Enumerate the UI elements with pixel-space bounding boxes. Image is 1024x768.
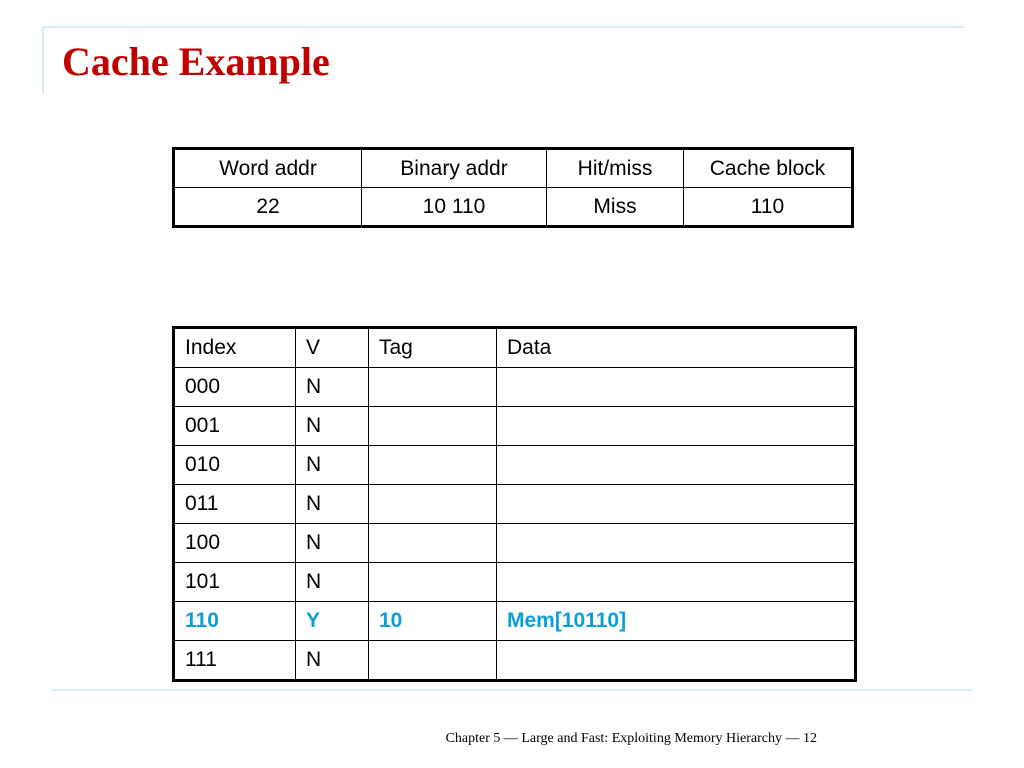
- cache-table-row: [174, 368, 856, 407]
- cache-cell: 101: [174, 563, 296, 602]
- cache-table-row: [174, 524, 856, 563]
- cache-cell: 001: [174, 407, 296, 446]
- cache-cell: [497, 368, 856, 407]
- cache-cell: N: [296, 485, 369, 524]
- access-table-header-row: [174, 149, 853, 188]
- cache-header-cell: Data: [497, 328, 856, 368]
- cache-cell: [369, 641, 497, 681]
- cache-cell: [369, 485, 497, 524]
- cache-cell: N: [296, 368, 369, 407]
- cache-cell: N: [296, 407, 369, 446]
- cache-cell: [497, 485, 856, 524]
- cache-cell: 100: [174, 524, 296, 563]
- cache-cell: N: [296, 641, 369, 681]
- cache-cell: 10: [369, 602, 497, 641]
- cache-table-header-row: [174, 328, 856, 368]
- cache-table: [172, 326, 857, 682]
- cache-table-row: [174, 485, 856, 524]
- cache-cell: [369, 524, 497, 563]
- cache-cell: 011: [174, 485, 296, 524]
- cache-cell: 010: [174, 446, 296, 485]
- cache-table-row: [174, 641, 856, 681]
- cache-cell: 110: [174, 602, 296, 641]
- access-header-cell: Binary addr: [362, 149, 547, 188]
- frame-left-line: [42, 26, 44, 94]
- cache-cell: N: [296, 563, 369, 602]
- cache-cell: [497, 446, 856, 485]
- cache-cell: [369, 563, 497, 602]
- cache-header-cell: Tag: [369, 328, 497, 368]
- cache-table-row-highlighted: [174, 602, 856, 641]
- cache-header-cell: Index: [174, 328, 296, 368]
- cache-cell: [369, 407, 497, 446]
- access-cell: 110: [684, 188, 853, 227]
- cache-cell: Y: [296, 602, 369, 641]
- cache-table-row: [174, 446, 856, 485]
- cache-header-cell: V: [296, 328, 369, 368]
- cache-table-row: [174, 563, 856, 602]
- cache-cell: [497, 641, 856, 681]
- access-table: [172, 147, 854, 228]
- cache-table-row: [174, 407, 856, 446]
- cache-cell: [497, 563, 856, 602]
- access-table-row: [174, 188, 853, 227]
- cache-cell: N: [296, 446, 369, 485]
- access-header-cell: Word addr: [174, 149, 362, 188]
- cache-cell: 111: [174, 641, 296, 681]
- frame-top-line: [42, 26, 964, 28]
- access-cell: 22: [174, 188, 362, 227]
- slide-footer: Chapter 5 — Large and Fast: Exploiting Memory Hierarchy — 12: [445, 731, 817, 746]
- cache-cell: [497, 524, 856, 563]
- slide-title: Cache Example: [62, 39, 330, 84]
- cache-cell: [497, 407, 856, 446]
- access-header-cell: Hit/miss: [547, 149, 684, 188]
- cache-cell: [369, 446, 497, 485]
- cache-cell: Mem[10110]: [497, 602, 856, 641]
- access-cell: 10 110: [362, 188, 547, 227]
- cache-cell: [369, 368, 497, 407]
- access-cell: Miss: [547, 188, 684, 227]
- access-header-cell: Cache block: [684, 149, 853, 188]
- cache-cell: 000: [174, 368, 296, 407]
- cache-cell: N: [296, 524, 369, 563]
- frame-bottom-line: [52, 689, 972, 691]
